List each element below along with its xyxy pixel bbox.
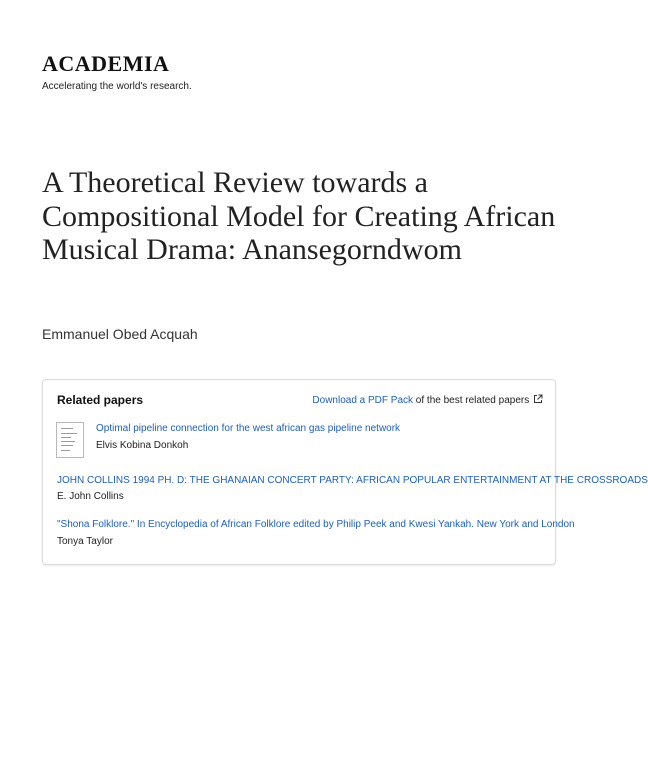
related-paper-author: E. John Collins: [57, 491, 124, 502]
related-papers-panel: [42, 379, 648, 565]
external-link-icon[interactable]: [533, 394, 543, 404]
related-paper-link[interactable]: Optimal pipeline connection for the west african gas pipeline network: [96, 423, 401, 434]
related-paper-author: Elvis Kobina Donkoh: [96, 440, 189, 451]
document-thumbnail-icon[interactable]: [56, 422, 84, 458]
paper-author: Emmanuel Obed Acquah: [42, 326, 198, 342]
pdf-pack-suffix: of the best related papers: [413, 395, 530, 406]
related-paper-author: Tonya Taylor: [57, 536, 113, 547]
download-pdf-pack-link[interactable]: Download a PDF Pack: [312, 395, 414, 406]
related-paper-link[interactable]: "Shona Folklore." In Encyclopedia of African Folklore edited by Philip Peek and Kwesi Yankah. New York and London: [57, 519, 575, 530]
tagline: Accelerating the world's research.: [42, 81, 192, 92]
academia-logo[interactable]: ACADEMIA: [42, 51, 170, 76]
related-paper-link[interactable]: JOHN COLLINS 1994 PH. D: THE GHANAIAN CONCERT PARTY: AFRICAN POPULAR ENTERTAINMENT AT THE CROSSROADS: [57, 475, 648, 486]
paper-title: A Theoretical Review towards a Compositional Model for Creating African Musical Drama: Anansegorndwom: [42, 166, 556, 266]
pdf-pack-line: [312, 394, 543, 407]
related-papers-heading: Related papers: [57, 393, 144, 407]
